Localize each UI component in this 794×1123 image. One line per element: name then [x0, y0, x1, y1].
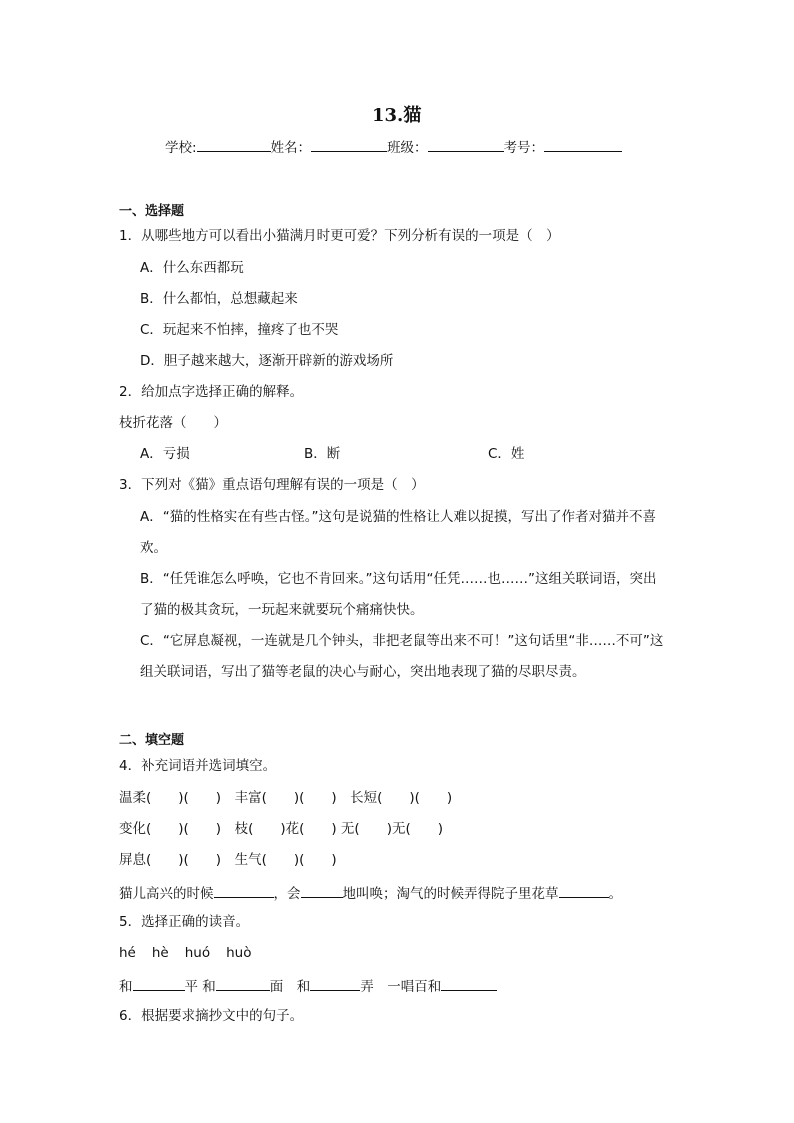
exam-no-label: 考号： [503, 140, 545, 156]
header-fields [165, 139, 622, 156]
q2-option-a: A．亏损 [140, 446, 190, 462]
q4-row2: 变化( )( ) 枝( )花( ) 无( )无( ) [119, 821, 443, 837]
q2-stem: 2．给加点字选择正确的解释。 [119, 384, 304, 400]
page-title: 13.猫 [372, 105, 422, 126]
q5-blank-3[interactable] [310, 978, 360, 991]
q4-sentence-part2: ，会 [273, 886, 301, 902]
q4-sentence-part1: 猫儿高兴的时候 [119, 886, 214, 902]
q4-blank-1[interactable] [214, 885, 274, 898]
q4-sentence [119, 885, 622, 902]
q5-blank-1[interactable] [133, 978, 185, 991]
school-label: 学校: [165, 140, 197, 156]
q2-phrase: 枝折花落（ ） [119, 415, 227, 431]
q4-blank-2[interactable] [301, 885, 343, 898]
pinyin-4: huò [226, 945, 252, 961]
q3-option-b-line2: 了猫的极其贪玩，一玩起来就要玩个痛痛快快。 [140, 602, 424, 618]
q4-row1: 温柔( )( ) 丰富( )( ) 长短( )( ) [119, 790, 453, 806]
q2-option-b: B．断 [304, 446, 341, 462]
q3-option-c-line1: C．“它屏息凝视，一连就是几个钟头，非把老鼠等出来不可！”这句话里“非……不可”这 [140, 633, 664, 649]
q3-option-c-line2: 组关联词语，写出了猫等老鼠的决心与耐心，突出地表现了猫的尽职尽责。 [140, 664, 586, 680]
name-label: 姓名： [270, 140, 312, 156]
q5-blank-4[interactable] [441, 978, 497, 991]
q5-word-1: 和 [119, 979, 133, 995]
q4-sentence-part4: 。 [608, 886, 622, 902]
school-blank[interactable] [197, 139, 271, 152]
pinyin-1: hé [119, 945, 136, 961]
q5-word-2: 平 和 [184, 979, 216, 995]
class-blank[interactable] [428, 139, 504, 152]
q3-option-b-line1: B．“任凭谁怎么呼唤，它也不肯回来。”这句话用“任凭……也……”这组关联词语，突出 [140, 571, 657, 587]
q5-blank-2[interactable] [216, 978, 270, 991]
q1-option-b: B．什么都怕，总想藏起来 [140, 291, 298, 307]
q4-row3: 屏息( )( ) 生气( )( ) [119, 852, 337, 868]
pinyin-2: hè [151, 945, 169, 961]
q3-option-a-line1: A．“猫的性格实在有些古怪。”这句是说猫的性格让人难以捉摸，写出了作者对猫并不喜 [140, 509, 656, 525]
q1-option-a: A．什么东西都玩 [140, 260, 244, 276]
section-heading-choice: 一、选择题 [119, 204, 185, 219]
pinyin-3: huó [184, 945, 211, 961]
q5-pinyin [119, 947, 252, 961]
q3-option-a-line2: 欢。 [140, 540, 167, 556]
q5-word-4: 弄 一唱百和 [360, 979, 442, 995]
q4-blank-3[interactable] [559, 885, 609, 898]
exam-no-blank[interactable] [544, 139, 622, 152]
q1-stem: 1．从哪些地方可以看出小猫满月时更可爱？下列分析有误的一项是（ ） [119, 228, 560, 244]
q5-words [119, 978, 497, 995]
section-heading-fill: 二、填空题 [119, 733, 185, 748]
q5-stem: 5．选择正确的读音。 [119, 914, 250, 930]
q2-option-c: C．姓 [488, 446, 525, 462]
q3-stem: 3．下列对《猫》重点语句理解有误的一项是（ ） [119, 477, 425, 493]
q1-option-c: C．玩起来不怕摔，撞疼了也不哭 [140, 322, 339, 338]
q4-sentence-part3: 地叫唤；淘气的时候弄得院子里花草 [342, 886, 559, 902]
q1-option-d: D．胆子越来越大，逐渐开辟新的游戏场所 [140, 353, 394, 369]
name-blank[interactable] [311, 139, 387, 152]
q5-word-3: 面 和 [269, 979, 311, 995]
q6-stem: 6．根据要求摘抄文中的句子。 [119, 1008, 304, 1024]
class-label: 班级： [387, 140, 428, 156]
q4-stem: 4．补充词语并选词填空。 [119, 758, 277, 774]
